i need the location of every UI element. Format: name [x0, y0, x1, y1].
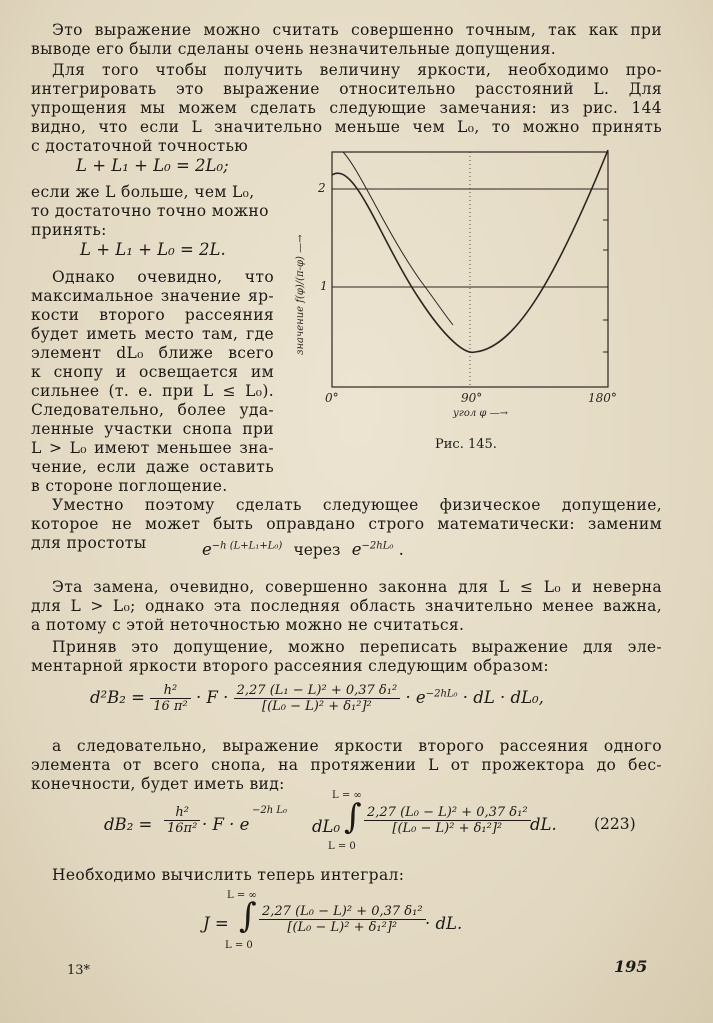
- eq4-tail: · dL · dL₀,: [462, 688, 544, 707]
- para4-line5: элемент dL₀ ближе всего: [31, 344, 274, 362]
- eq5-f1-den: 16π²: [167, 821, 198, 836]
- eq6-integral-sign: ∫: [239, 896, 257, 936]
- para9: Необходимо вычислить теперь интеграл:: [52, 866, 405, 884]
- equation-1: L + L₁ + L₀ = 2L₀;: [76, 156, 229, 175]
- eq6-tail: · dL.: [425, 914, 463, 933]
- para7-line1: Приняв это допущение, можно переписать выражение для эле-: [52, 638, 662, 656]
- x-axis-label: угол φ —→: [453, 408, 508, 419]
- eq4-f2-num: 2,27 (L₁ − L)² + 0,37 δ₁²: [234, 683, 401, 699]
- para3-line2: то достаточно точно можно: [31, 202, 269, 220]
- eq3-via: через: [293, 541, 341, 559]
- figure-145: [285, 140, 645, 440]
- para4-line4: будет иметь место там, где: [31, 325, 274, 343]
- para6-line2: для L > L₀; однако эта последняя область значительно менее важна,: [31, 597, 662, 615]
- para4-line10: L > L₀ имеют меньшее зна-: [31, 439, 274, 457]
- para3-line1: если же L больше, чем L₀,: [31, 183, 255, 201]
- x-tick-180: 180°: [588, 391, 617, 405]
- para5-line2: которое не может быть оправдано строго математически: заменим: [31, 515, 662, 533]
- eq5-dl: dL₀: [312, 817, 341, 836]
- para6-line3: а потому с этой неточностью можно не считаться.: [31, 616, 465, 634]
- eq5-integral-sign: ∫: [344, 797, 362, 837]
- eq6-int-top: L = ∞: [227, 890, 257, 901]
- eq4-mid: · F ·: [195, 688, 229, 707]
- equation-3: [202, 540, 404, 559]
- eq5-fraction-1: [164, 805, 200, 836]
- eq6-fraction: [259, 904, 426, 935]
- para2-line1: Для того чтобы получить величину яркости, необходимо про-: [52, 61, 662, 79]
- eq3-right-exp: −2hL₀: [361, 540, 394, 552]
- eq6-f-den: [(L₀ − L)² + δ₁²]²: [287, 920, 398, 935]
- para4-line8: Следовательно, более уда-: [31, 401, 274, 419]
- para4-line7: сильнее (т. е. при L ≤ L₀).: [31, 382, 274, 400]
- para2-line2: интегрировать это выражение относительно расстояний L. Для: [31, 80, 662, 98]
- para5-line3: для простоты: [31, 534, 147, 552]
- plot-ticks-right: [603, 220, 608, 352]
- y-axis-label: значение f(φ)/(π-φ) —→: [295, 234, 306, 355]
- eq5-mid: · F · e: [202, 815, 250, 834]
- para8-line3: конечности, будет иметь вид:: [31, 775, 285, 793]
- signature-mark: 13*: [67, 963, 91, 978]
- eq5-int-bot: L = 0: [328, 841, 356, 852]
- para3-line3: принять:: [31, 221, 107, 239]
- eq4-fraction-1: [150, 683, 190, 714]
- para8-line1: а следовательно, выражение яркости второго рассеяния одного: [52, 737, 662, 755]
- equation-2: L + L₁ + L₀ = 2L.: [80, 240, 226, 259]
- equation-4: [90, 683, 544, 714]
- page-number: 195: [614, 957, 648, 976]
- eq5-tail: dL.: [530, 815, 557, 834]
- para4-line12: в стороне поглощение.: [31, 477, 228, 495]
- eq5-exp-sup: −2h L₀: [252, 805, 288, 816]
- eq6-f-num: 2,27 (L₀ − L)² + 0,37 δ₁²: [259, 904, 426, 920]
- eq5-f2-den: [(L₀ − L)² + δ₁²]²: [392, 821, 503, 836]
- para4-line3: кости второго рассеяния: [31, 306, 274, 324]
- para5-line1: Уместно поэтому сделать следующее физическое допущение,: [52, 496, 662, 514]
- para4-line1: Однако очевидно, что: [52, 268, 274, 286]
- para8-line2: элемента от всего снопа, на протяжении L от прожектора до бес-: [31, 756, 662, 774]
- eq3-end: .: [398, 540, 404, 559]
- eq4-exp-base: · e: [405, 688, 426, 707]
- eq4-lhs: d²B₂ =: [90, 688, 145, 707]
- curve-secondary: [343, 152, 453, 325]
- eq5-f1-num: h²: [164, 805, 200, 821]
- para2-line5: с достаточной точностью: [31, 137, 249, 155]
- eq5-f2-num: 2,27 (L₀ − L)² + 0,37 δ₁²: [364, 805, 531, 821]
- eq3-left-exp: −h (L+L₁+L₀): [211, 540, 283, 552]
- eq6-lhs: J =: [203, 914, 229, 933]
- para2-line4: видно, что если L значительно меньше чем L₀, то можно принять: [31, 118, 662, 136]
- eq4-f1-num: h²: [150, 683, 190, 699]
- eq3-right-base: e: [351, 540, 362, 559]
- para4-line9: ленные участки снопа при: [31, 420, 274, 438]
- eq5-fraction-2: [364, 805, 531, 836]
- eq4-exp-sup: −2hL₀: [425, 688, 458, 700]
- eq4-f1-den: 16 π²: [153, 699, 188, 714]
- para2-line3: упрощения мы можем сделать следующие замечания: из рис. 144: [31, 99, 662, 117]
- eq5-int-top: L = ∞: [332, 790, 362, 801]
- para6-line1: Эта замена, очевидно, совершенно законна для L ≤ L₀ и неверна: [52, 578, 662, 596]
- figure-labels: [295, 181, 617, 419]
- para1-line1: Это выражение можно считать совершенно точным, так как при: [52, 21, 662, 39]
- x-tick-90: 90°: [461, 391, 483, 405]
- eq6-int-bot: L = 0: [225, 940, 253, 951]
- eq3-left-base: e: [202, 540, 212, 559]
- eq4-f2-den: [(L₀ − L)² + δ₁²]²: [262, 699, 372, 714]
- figure-caption: Рис. 145.: [435, 437, 497, 452]
- x-tick-0: 0°: [325, 391, 339, 405]
- y-tick-2: 2: [318, 181, 326, 195]
- y-tick-1: 1: [320, 279, 328, 293]
- equation-number-223: (223): [594, 815, 636, 833]
- para4-line11: чение, если даже оставить: [31, 458, 274, 476]
- para4-line6: к снопу и освещается им: [31, 363, 274, 381]
- eq4-fraction-2: [234, 683, 401, 714]
- para7-line2: ментарной яркости второго рассеяния следующим образом:: [31, 657, 549, 675]
- eq5-lhs: dB₂ =: [104, 815, 153, 834]
- para1-line2: выводе его были сделаны очень незначительные допущения.: [31, 40, 557, 58]
- para4-line2: максимальное значение яр-: [31, 287, 274, 305]
